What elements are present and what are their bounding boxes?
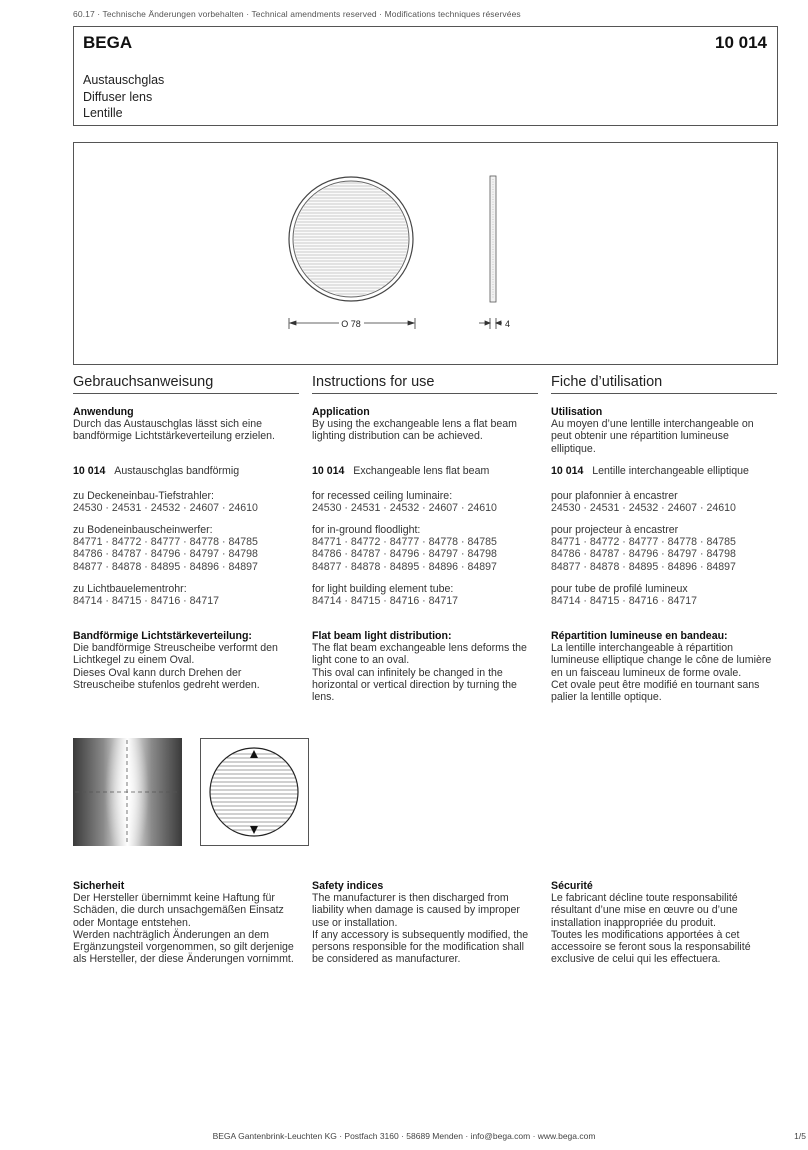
title-de: Austauschglas	[83, 73, 165, 87]
compat-group-fr-3	[551, 583, 783, 607]
application-line: Au moyen d’une lentille interchangeable on	[551, 418, 754, 431]
group-line: 84786 · 84787 · 84796 · 84797 · 84798	[73, 548, 258, 561]
product-name-en: Exchangeable lens flat beam	[353, 465, 490, 477]
distribution-line: Streuscheibe stufenlos gedreht werden.	[73, 678, 260, 691]
group-line: 84714 · 84715 · 84716 · 84717	[551, 595, 698, 608]
safety-line: Le fabricant décline toute responsabilité	[551, 892, 738, 905]
product-code-fr: 10 014	[551, 465, 584, 477]
compat-group-en-3	[312, 583, 544, 607]
lens-inner-ring	[293, 181, 409, 297]
group-title: pour plafonnier à encastrer	[551, 490, 678, 502]
application-title-fr: Utilisation	[551, 406, 603, 418]
distribution-title-fr: Répartition lumineuse en bandeau:	[551, 630, 728, 642]
product-titles	[83, 72, 164, 122]
safety-title-en: Safety indices	[312, 880, 384, 892]
application-line: elliptique.	[551, 442, 596, 455]
compat-group-fr-1	[551, 490, 783, 514]
document-number: 10 014	[715, 33, 767, 52]
application-line: Durch das Austauschglas lässt sich eine	[73, 418, 263, 431]
product-line-en	[312, 465, 544, 477]
group-line: 24530 · 24531 · 24532 · 24607 · 24610	[551, 502, 736, 515]
safety-line: Werden nachträglich Änderungen an dem	[73, 928, 269, 941]
heading-en: Instructions for use	[312, 374, 538, 394]
safety-title-de: Sicherheit	[73, 880, 125, 892]
application-line: peut obtenir une répartition lumineuse	[551, 430, 729, 443]
safety-line: résultant d’une mise en œuvre ou d’une	[551, 904, 738, 917]
safety-en	[312, 880, 544, 965]
application-line: By using the exchangeable lens a flat beam	[312, 418, 517, 431]
group-title: pour projecteur à encastrer	[551, 524, 679, 536]
group-line: 84771 · 84772 · 84777 · 84778 · 84785	[312, 536, 497, 549]
safety-line: Schäden, die durch unsachgemäßen Einsatz	[73, 904, 284, 917]
brand-name: BEGA	[83, 33, 133, 52]
product-code-en: 10 014	[312, 465, 345, 477]
thickness-dimension	[479, 318, 502, 329]
safety-line: oder Montage entstehen.	[73, 916, 191, 929]
product-name-fr: Lentille interchangeable elliptique	[592, 465, 749, 477]
distribution-fr	[551, 630, 783, 703]
product-code-de: 10 014	[73, 465, 106, 477]
safety-title-fr: Sécurité	[551, 880, 593, 892]
distribution-line: La lentille interchangeable à répartition	[551, 642, 733, 655]
product-line-de	[73, 465, 305, 477]
distribution-de	[73, 630, 305, 691]
safety-fr	[551, 880, 783, 965]
thickness-label: 4	[505, 319, 511, 329]
group-line: 84714 · 84715 · 84716 · 84717	[73, 595, 220, 608]
compat-group-en-1	[312, 490, 544, 514]
group-line: 84786 · 84787 · 84796 · 84797 · 84798	[551, 548, 736, 561]
compat-group-en-2	[312, 524, 544, 573]
compat-group-de-3	[73, 583, 305, 607]
group-line: 84877 · 84878 · 84895 · 84896 · 84897	[312, 560, 497, 573]
distribution-title-en: Flat beam light distribution:	[312, 630, 452, 642]
group-line: 84877 · 84878 · 84895 · 84896 · 84897	[73, 560, 258, 573]
distribution-line: horizontal or vertical direction by turning the	[312, 678, 517, 691]
footer-address: BEGA Gantenbrink-Leuchten KG · Postfach 3160 · 58689 Menden · info@bega.com · www.bega.com	[212, 1131, 596, 1141]
group-line: 84786 · 84787 · 84796 · 84797 · 84798	[312, 548, 497, 561]
group-title: pour tube de profilé lumineux	[551, 583, 688, 595]
safety-line: Ergänzungsteil vorgenommen, so gilt derjenige	[73, 941, 294, 954]
group-title: zu Deckeneinbau-Tiefstrahler:	[73, 490, 214, 502]
application-de	[73, 406, 305, 443]
safety-line: accessoire se feront sous la responsabilité	[551, 941, 751, 954]
application-fr	[551, 406, 783, 455]
safety-line: als Hersteller, der diese Änderungen vornimmt.	[73, 953, 294, 966]
application-line: bandförmige Lichtstärkeverteilung erzielen.	[73, 430, 275, 443]
product-line-fr	[551, 465, 783, 477]
header-box	[73, 26, 778, 126]
compat-group-de-1	[73, 490, 305, 514]
heading-de: Gebrauchsanweisung	[73, 374, 299, 394]
distribution-line: Die bandförmige Streuscheibe verformt den	[73, 642, 278, 655]
group-line: 84714 · 84715 · 84716 · 84717	[312, 595, 459, 608]
compat-group-fr-2	[551, 524, 783, 573]
distribution-line: en un faisceau lumineux de forme ovale.	[551, 666, 742, 679]
group-title: for recessed ceiling luminaire:	[312, 490, 453, 502]
distribution-en	[312, 630, 544, 703]
lens-rotation-diagram	[200, 738, 309, 846]
amendment-notice: 60.17 · Technische Änderungen vorbehalten · Technical amendments reserved · Modifications techniques réservées	[73, 9, 521, 19]
safety-line: Der Hersteller übernimmt keine Haftung für	[73, 892, 275, 905]
group-line: 84877 · 84878 · 84895 · 84896 · 84897	[551, 560, 736, 573]
group-title: zu Bodeneinbauscheinwerfer:	[73, 524, 213, 536]
application-en	[312, 406, 544, 443]
distribution-line: Cet ovale peut être modifié en tournant sans	[551, 678, 760, 691]
safety-line: liability when damage is caused by improper	[312, 904, 520, 917]
application-title-en: Application	[312, 406, 370, 418]
safety-line: persons responsible for the modification shall	[312, 941, 524, 954]
lens-drawing-svg	[74, 143, 777, 364]
safety-line: use or installation.	[312, 916, 398, 929]
product-name-de: Austauschglas bandförmig	[114, 465, 240, 477]
group-line: 24530 · 24531 · 24532 · 24607 · 24610	[73, 502, 258, 515]
title-en: Diffuser lens	[83, 89, 153, 104]
distribution-title-de: Bandförmige Lichtstärkeverteilung:	[73, 630, 252, 642]
title-fr: Lentille	[83, 106, 123, 120]
safety-line: exclusive de celui qui les effectuera.	[551, 953, 721, 966]
distribution-line: palier la lentille optique.	[551, 691, 662, 704]
group-line: 84771 · 84772 · 84777 · 84778 · 84785	[551, 536, 736, 549]
application-line: lighting distribution can be achieved.	[312, 430, 483, 443]
diameter-label: O 78	[341, 319, 361, 329]
group-title: for in-ground floodlight:	[312, 524, 421, 536]
safety-line: The manufacturer is then discharged from	[312, 892, 509, 905]
safety-line: be considered as manufacturer.	[312, 953, 461, 966]
distribution-line: This oval can infinitely be changed in the	[312, 666, 503, 679]
light-distribution-diagram	[73, 738, 182, 846]
safety-line: Toutes les modifications apportées à cet	[551, 928, 740, 941]
distribution-line: lumineuse elliptique change le cône de lumière	[551, 654, 772, 667]
group-title: zu Lichtbauelementrohr:	[73, 583, 187, 595]
product-drawing	[73, 142, 778, 365]
group-line: 84771 · 84772 · 84777 · 84778 · 84785	[73, 536, 258, 549]
distribution-line: light cone to an oval.	[312, 654, 410, 667]
safety-line: If any accessory is subsequently modified, the	[312, 928, 529, 941]
application-title-de: Anwendung	[73, 406, 134, 418]
distribution-line: Dieses Oval kann durch Drehen der	[73, 666, 242, 679]
group-line: 24530 · 24531 · 24532 · 24607 · 24610	[312, 502, 497, 515]
distribution-line: The flat beam exchangeable lens deforms the	[312, 642, 527, 655]
safety-de	[73, 880, 305, 965]
distribution-line: lens.	[312, 691, 335, 704]
compat-group-de-2	[73, 524, 305, 573]
distribution-line: Lichtkegel zu einem Oval.	[73, 654, 195, 667]
safety-line: installation inappropriée du produit.	[551, 916, 716, 929]
heading-fr: Fiche d’utilisation	[551, 374, 777, 394]
group-title: for light building element tube:	[312, 583, 454, 595]
page-number: 1/5	[794, 1131, 806, 1141]
